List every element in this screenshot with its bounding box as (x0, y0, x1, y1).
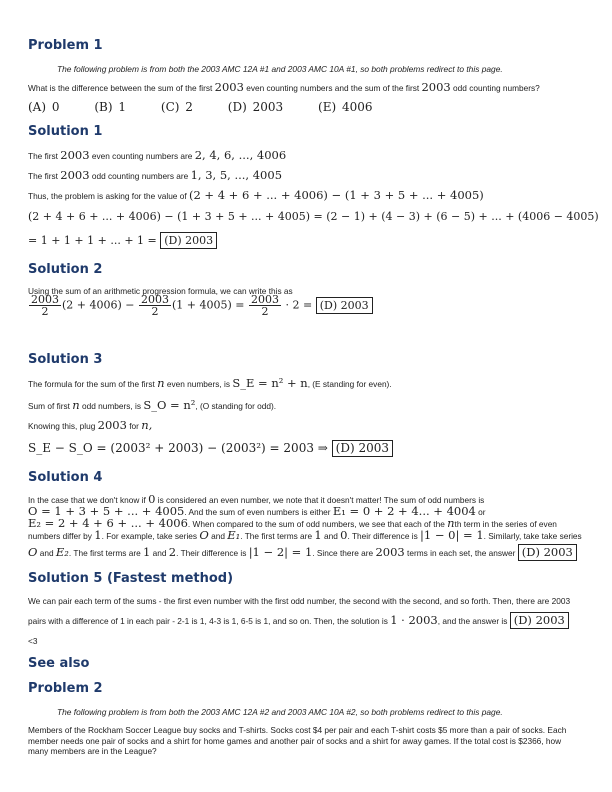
solution-4-row-5: O and E₂. The first terms are 1 and 2. Their difference is |1 − 2| = 1. Since there are 2003 terms in each set, the answer (D) 2003 (28, 544, 577, 561)
solution-3-line-2: Sum of first n odd numbers, is S_O = n², (O standing for odd). (28, 398, 277, 412)
solution-2-text: Using the sum of an arithmetic progression formula, we can write this as (28, 286, 293, 296)
solution-2-equation: $\frac{2003}{2}$ (2 + 4006) − $\frac{2003}{2}$ (1 + 4005) = $\frac{2003}{2}$ · 2 = (D) 2003 (28, 294, 373, 317)
solution-1-heading: Solution 1 (28, 124, 103, 139)
choice-d: (D) 2003 (227, 100, 284, 114)
solution-4-row-3: E₂ = 2 + 4 + 6 + ... + 4006. When compared to the sum of odd numbers, we see that each of the nth term in the series of even (28, 516, 557, 530)
problem-2-heading: Problem 2 (28, 681, 103, 696)
solution-3-equation: S_E − S_O = (2003² + 2003) − (2003²) = 2003 ⇒ (D) 2003 (28, 440, 393, 457)
solution-5-line-1: We can pair each term of the sums - the first even number with the first odd number, the second with the second, and so forth. Then, there are 2003 (28, 596, 571, 606)
answer-box: (D) 2003 (316, 297, 373, 314)
solution-4-row-2: O = 1 + 3 + 5 + ... + 4005. And the sum of even numbers is either E₁ = 0 + 2 + 4... + 4004 or (28, 504, 486, 518)
problem-1-note: The following problem is from both the 2003 AMC 12A #1 and 2003 AMC 10A #1, so both problems redirect to this page. (57, 64, 503, 74)
solution-5-heading: Solution 5 (Fastest method) (28, 571, 234, 586)
answer-box: (D) 2003 (332, 440, 393, 457)
solution-5-line-2: pairs with a difference of 1 in each pair - 2-1 is 1, 4-3 is 1, 6-5 is 1, and so on. Then, the solution is 1 · 2003, and the answer is (D) 2003 (28, 612, 569, 629)
solution-3-line-1: The formula for the sum of the first n even numbers, is S_E = n² + n, (E standing for even). (28, 376, 392, 390)
solution-3-line-3: Knowing this, plug 2003 for n, (28, 418, 153, 432)
solution-4-row-1: In the case that we don't know if 0 is considered an even number, we note that it doesn't matter! The sum of odd numbers is (28, 492, 485, 506)
problem-1-heading: Problem 1 (28, 38, 103, 53)
solution-3-heading: Solution 3 (28, 352, 103, 367)
problem-2-text: Members of the Rockham Soccer League buy socks and T-shirts. Socks cost $4 per pair and each T-shirt costs $5 more than a pair of socks. Each member needs one pair of socks and a shirt for home games and another pair of socks and a shirt for away games. If the total cost is $2366, how many members are in the League? (28, 725, 567, 756)
answer-box: (D) 2003 (510, 612, 569, 629)
solution-1-line-3: Thus, the problem is asking for the value of (2 + 4 + 6 + ... + 4006) − (1 + 3 + 5 + ... + 4005) (28, 188, 484, 202)
solution-1-line-2: The first 2003 odd counting numbers are 1, 3, 5, ..., 4005 (28, 168, 283, 182)
solution-1-equation-1: (2 + 4 + 6 + ... + 4006) − (1 + 3 + 5 + ... + 4005) = (2 − 1) + (4 − 3) + (6 − 5) + ... + (4006 − 4005) (28, 210, 599, 223)
problem-2-note: The following problem is from both the 2003 AMC 12A #2 and 2003 AMC 10A #2, so both problems redirect to this page. (57, 707, 503, 717)
choice-a: (A) 0 (28, 100, 60, 114)
solution-2-heading: Solution 2 (28, 262, 103, 277)
choice-b: (B) 1 (94, 100, 127, 114)
problem-1-question: What is the difference between the sum of the first 2003 even counting numbers and the sum of the first 2003 odd counting numbers? (28, 80, 540, 94)
solution-1-line-1: The first 2003 even counting numbers are 2, 4, 6, ..., 4006 (28, 148, 287, 162)
solution-4-row-4: numbers differ by 1. For example, take series O and E₁. The first terms are 1 and 0. Their difference is |1 − 0| = 1. Similarly, take take series (28, 528, 582, 542)
solution-1-equation-2: = 1 + 1 + 1 + ... + 1 = (D) 2003 (28, 232, 217, 249)
see-also-heading: See also (28, 656, 90, 671)
answer-box: (D) 2003 (518, 544, 577, 561)
answer-choices (28, 100, 373, 114)
answer-box: (D) 2003 (160, 232, 217, 249)
choice-e: (E) 4006 (318, 100, 373, 114)
heart-text: <3 (28, 636, 38, 646)
choice-c: (C) 2 (160, 100, 193, 114)
solution-4-heading: Solution 4 (28, 470, 103, 485)
